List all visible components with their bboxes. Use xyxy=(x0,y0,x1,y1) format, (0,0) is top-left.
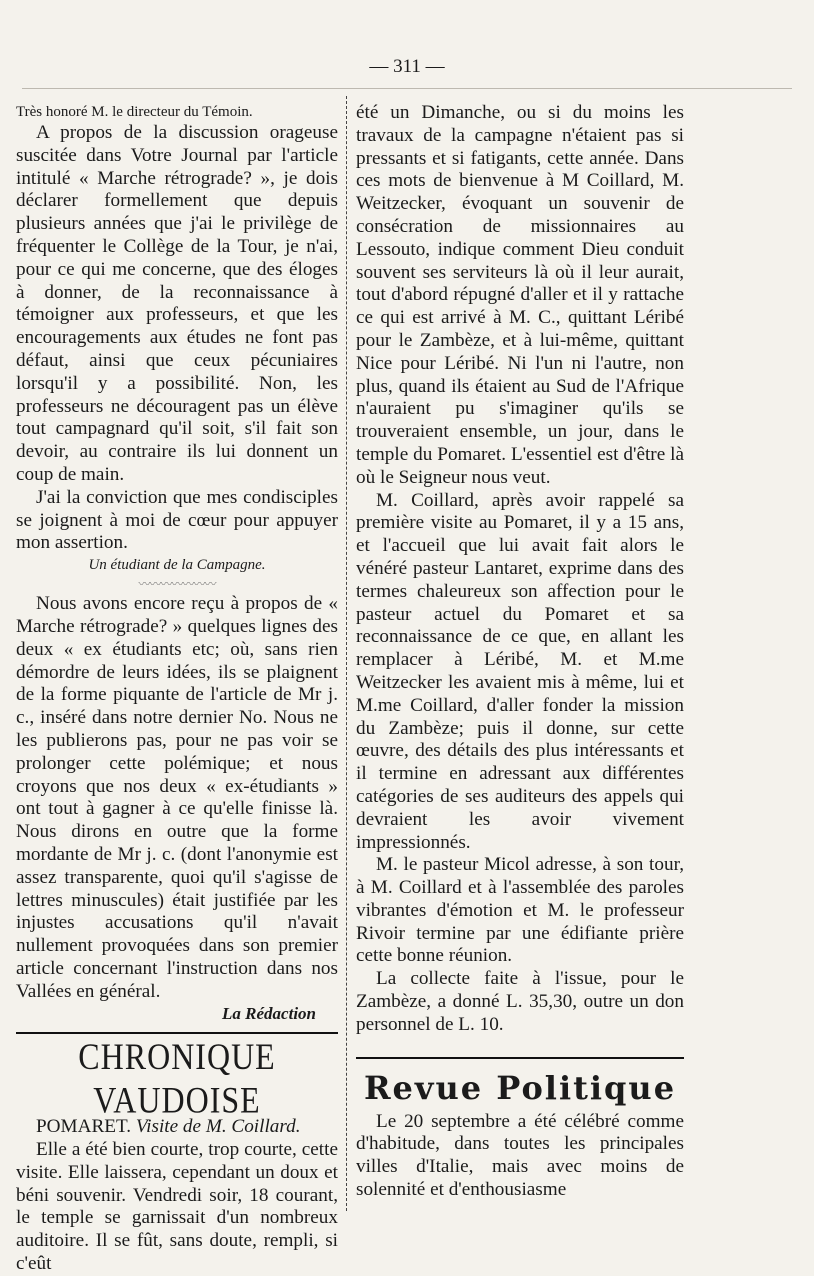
collecte-paragraph: La collecte faite à l'issue, pour le Zambèze, a donné L. 35,30, outre un don personnel de L. 10. xyxy=(356,968,684,1035)
micol-paragraph: M. le pasteur Micol adresse, à son tour, à M. Coillard et à l'assemblée des paroles vibrantes d'émotion et M. le professeur Rivoir termine par une édifiante prière cette bonne réunion. xyxy=(356,854,684,967)
chronique-subtitle: Visite de M. Coillard. xyxy=(135,1116,301,1138)
coillard-paragraph: M. Coillard, après avoir rappelé sa première visite au Pomaret, il y a 15 ans, et l'accueil que lui avait fait alors le vénéré pasteur Lantaret, exprime dans des termes chaleureux son affection pour le pasteur actuel du Pomaret et sa reconnaissance de ce que, en allant les remplacer à Léribé, M. et M.me Weitzecker les avaient mis à même, lui et M.me Coillard, d'aller fonder la mission du Zambèze; puis il donne, sur cette œuvre, des détails des plus intéressants et il termine en adressant aux différentes catégories de ses auditeurs des appels qui devraient les avoir vivement impressionnés. xyxy=(356,489,684,853)
chronique-place: POMARET. xyxy=(36,1116,132,1138)
separator-ornament: 〰〰〰〰〰〰〰 xyxy=(138,577,216,592)
left-column xyxy=(16,102,338,1276)
editorial-note: Nous avons encore reçu à propos de « Marche rétrograde? » quelques lignes des deux « ex étudiants etc; où, sans rien démordre de leurs idées, ils se plaignent de la forme piquante de l'article de Mr j. c., inséré dans notre dernier No. Nous ne les publierons pas, pour ne pas voir se prolonger cette polémique; et nous croyons que nos deux « ex-étudiants » ont tout à gagner à ce qu'elle finisse là. Nous dirons en outre que la forme mordante de Mr j. c. (dont l'anonymie est assez transparente, quoi qu'il s'agisse de lettres minuscules) était justifiée par les injustes accusations qu'il n'avait nullement provoquées dans son premier article concernant l'instruction dans nos Vallées en général. xyxy=(16,593,338,1002)
letter-conviction: J'ai la conviction que mes condisciples se joignent à moi de cœur pour appuyer mon assertion. xyxy=(16,486,338,554)
column-divider xyxy=(346,96,347,1211)
page-number: — 311 — xyxy=(369,56,445,77)
letter-body: A propos de la discussion orageuse suscitée dans Votre Journal par l'article intitulé « Marche rétrograde? », je dois déclarer formellement que depuis plusieurs années que j'ai le privilège de fréquenter le Collège de la Tour, je n'ai, pour ce qui me concerne, que des éloges à donner, de la reconnaissance à témoigner aux professeurs, et que les encouragements aux études ne font pas défaut, ainsi que ceux pécuniaires lorsqu'il y a possibilité. Non, les professeurs ne découragent pas un élève tout campagnard qu'il soit, s'il fait son devoir, au contraire ils lui donnent un coup de main. xyxy=(16,122,338,485)
chronique-continuation: été un Dimanche, ou si du moins les travaux de la campagne n'étaient pas si pressants et si fatigants, cette année. Dans ces mots de bienvenue à M Coillard, M. Weitzecker, évoquant un souvenir de consécration de missionnaires au Lessouto, indique comment Dieu conduit souvent ses serviteurs là où il leur aurait, tout d'abord répugné d'aller et il y rattache ce qui est arrivé à M. C., quittant Léribé pour le Zambèze, et à lui-même, quittant Nice pour Léribé. Ni l'un ni l'autre, non plus, quand ils étaient au Sud de l'Afrique n'auraient pu s'imaginer qu'ils se trouveraient ensemble, un jour, dans le temple du Pomaret. L'essentiel est d'être là où le Seigneur nous veut. xyxy=(356,102,684,488)
letter-signature: Un étudiant de la Campagne. xyxy=(88,557,266,574)
letter-salutation: Très honoré M. le directeur du Témoin. xyxy=(16,104,253,120)
revue-body: Le 20 septembre a été célébré comme d'habitude, dans toutes les principales villes d'Italie, mais avec moins de solennité et d'enthousiasme xyxy=(356,1110,684,1201)
revue-rule xyxy=(356,1057,684,1059)
revue-title: Revue Politique xyxy=(363,1068,677,1107)
header-rule xyxy=(22,88,792,89)
editorial-signature: La Rédaction xyxy=(222,1004,316,1024)
section-title: CHRONIQUE VAUDOISE xyxy=(78,1035,276,1121)
right-column xyxy=(356,102,684,1202)
chronique-body: Elle a été bien courte, trop courte, cette visite. Elle laissera, cependant un doux et béni souvenir. Vendredi soir, 18 courant, le temple se garnissait d'un nombreux auditoire. Il se fût, sans doute, rempli, si c'eût xyxy=(16,1139,338,1275)
